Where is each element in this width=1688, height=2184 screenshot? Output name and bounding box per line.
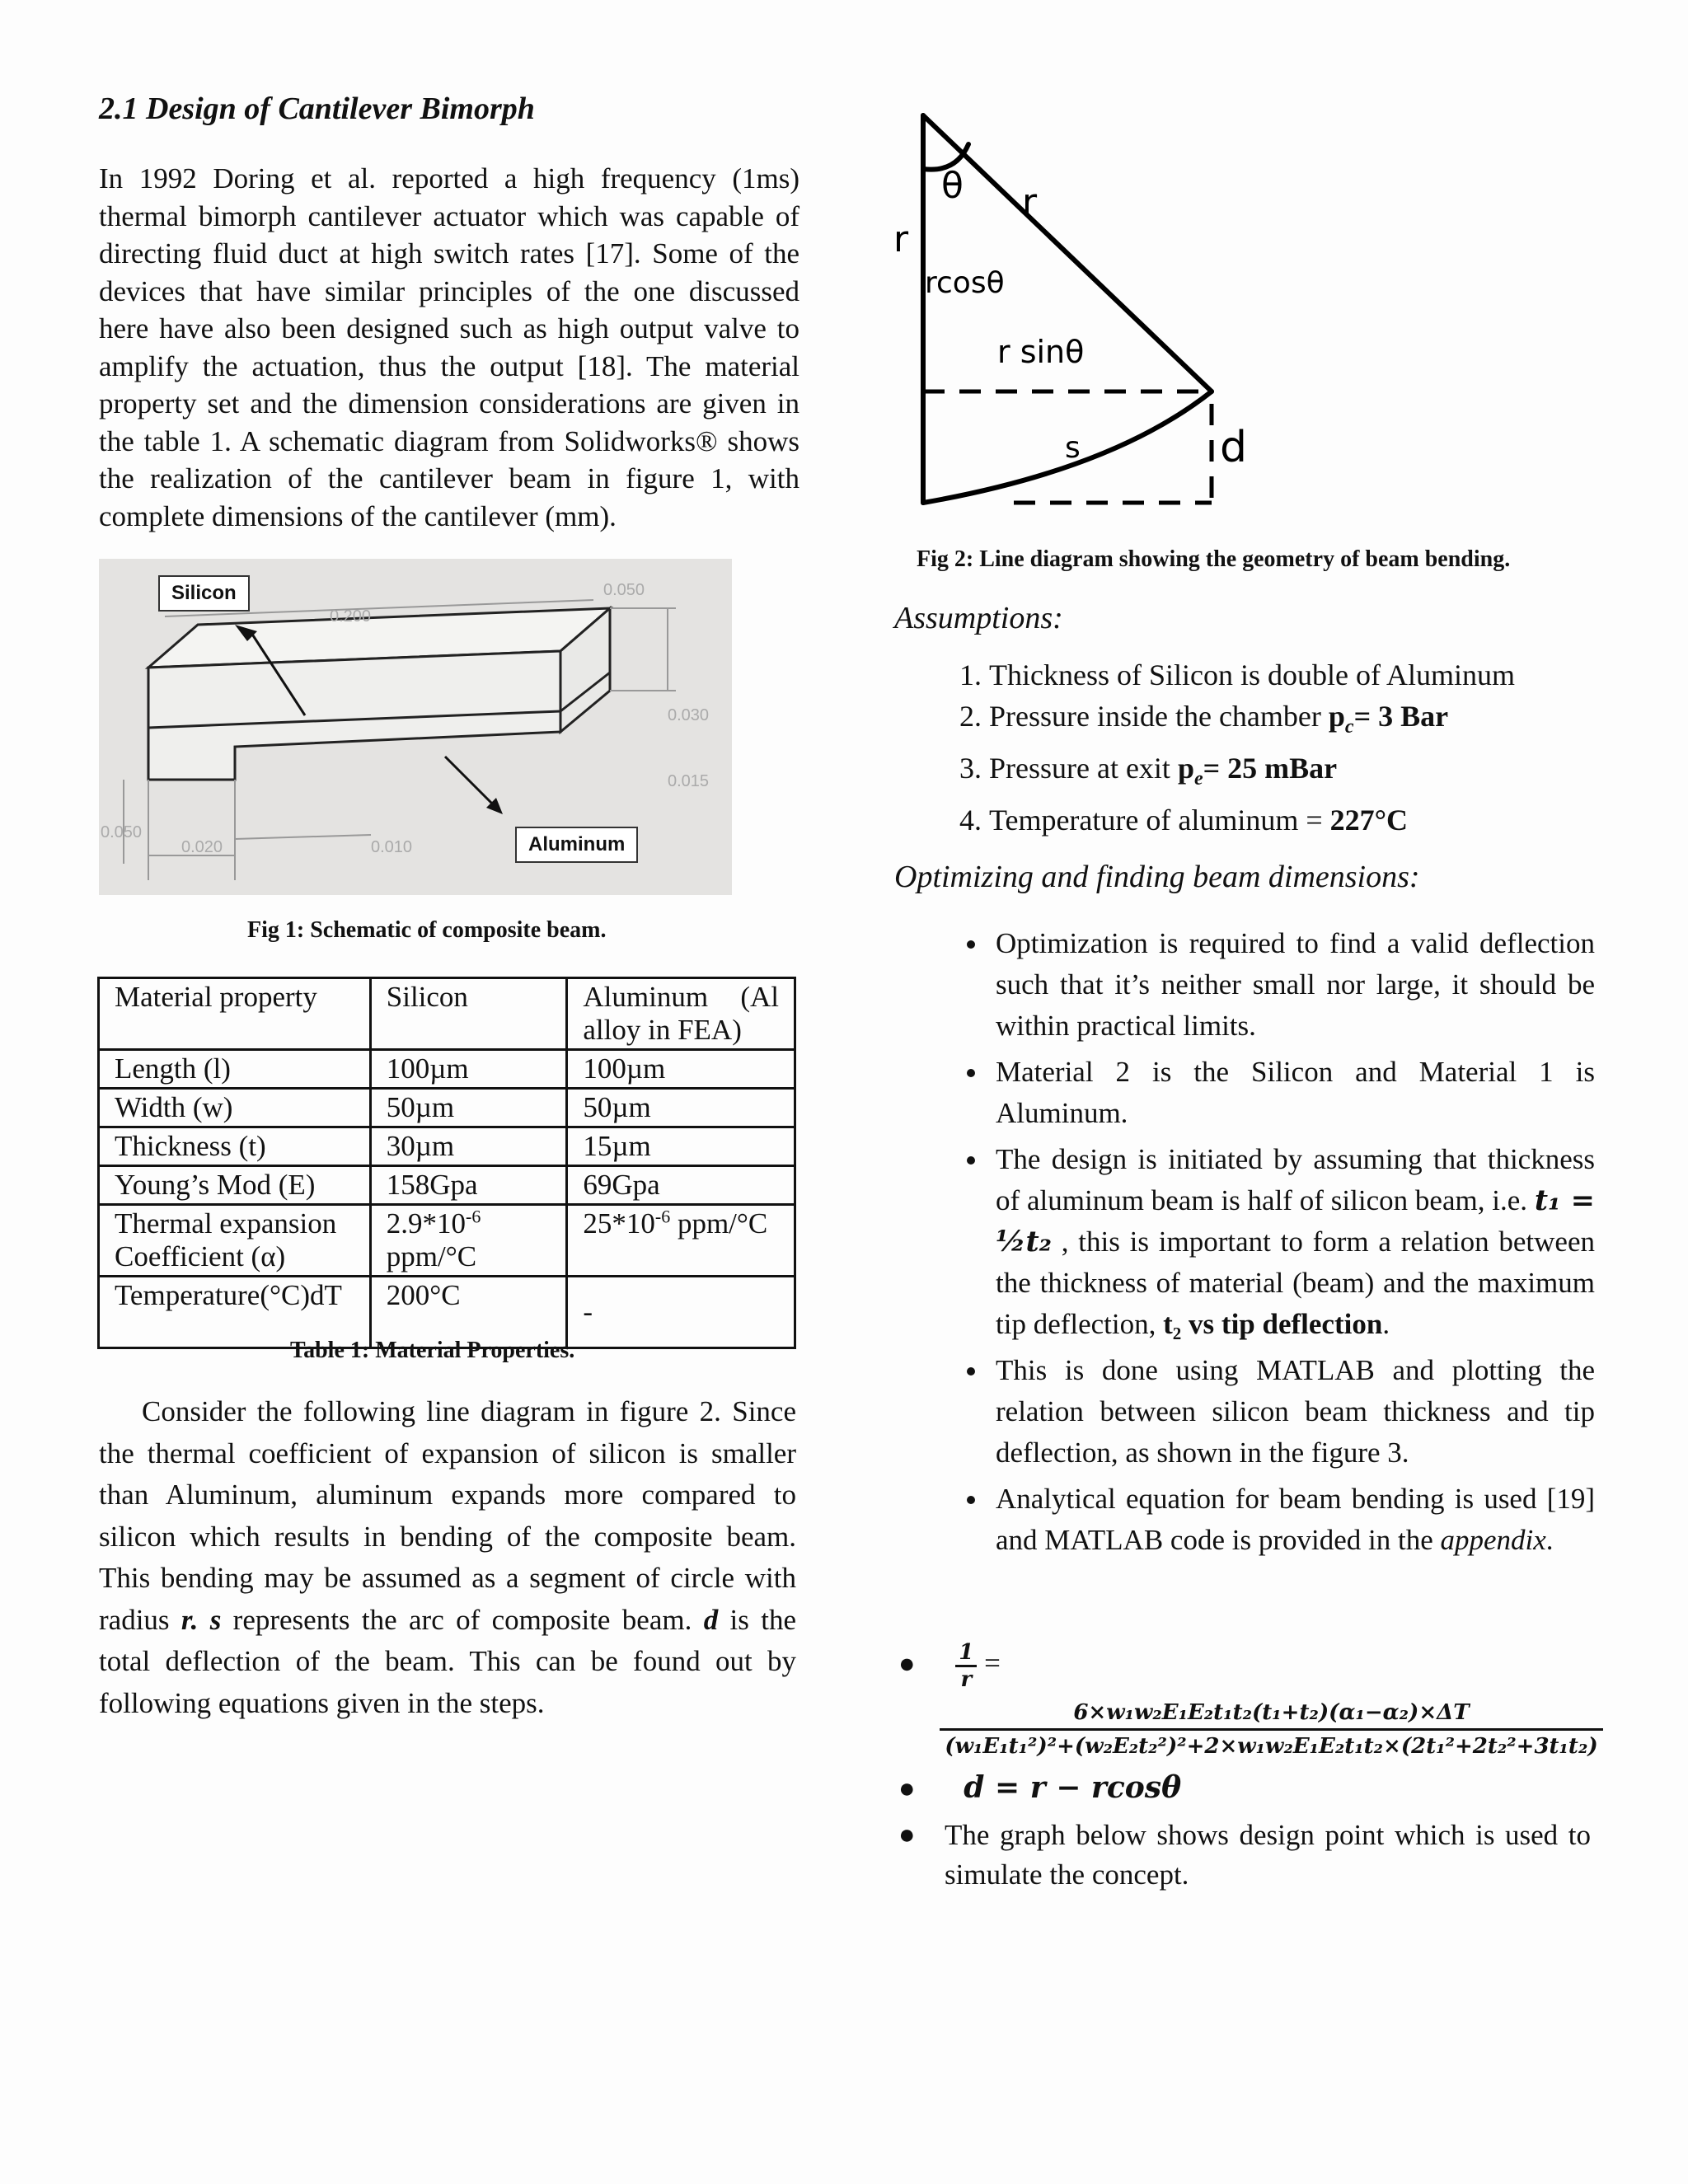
table-cell: 50µm bbox=[567, 1089, 795, 1127]
table-1-caption: Table 1: Material Properties. bbox=[290, 1338, 575, 1363]
table-row bbox=[99, 1089, 795, 1127]
fig2-d: d bbox=[1220, 423, 1248, 472]
exponent: -6 bbox=[654, 1206, 671, 1227]
consider-gap bbox=[198, 1604, 209, 1636]
table-cell: - bbox=[567, 1277, 795, 1348]
table-cell: 158Gpa bbox=[370, 1166, 567, 1205]
table-row bbox=[99, 1127, 795, 1166]
list-item: 1. Thickness of Silicon is double of Aluminum bbox=[989, 654, 1603, 696]
table-cell: Length (l) bbox=[99, 1050, 371, 1089]
table-cell: 30µm bbox=[370, 1127, 567, 1166]
dim-label-width: 0.050 bbox=[603, 581, 645, 599]
fig2-theta: θ bbox=[941, 165, 964, 207]
si-expansion-value: 2.9*10 bbox=[386, 1207, 466, 1240]
figure-1-caption: Fig 1: Schematic of composite beam. bbox=[247, 917, 607, 943]
equation-denominator: (w₁E₁t₁²)²+(w₂E₂t₂²)²+2×w₁w₂E₁E₂t₁t₂×(2t₁²+2t₂²+3t₁t₂) bbox=[945, 1734, 1598, 1759]
al-expansion-value: 25*10 bbox=[583, 1207, 655, 1240]
table-cell: Temperature(°C)dT bbox=[99, 1277, 371, 1348]
assumptions-list bbox=[894, 654, 1603, 841]
var-r: r. bbox=[181, 1603, 199, 1636]
fig2-rsin: r sinθ bbox=[997, 334, 1085, 370]
table-cell: 69Gpa bbox=[567, 1166, 795, 1205]
figure-2-caption: Fig 2: Line diagram showing the geometry of beam bending. bbox=[917, 546, 1511, 572]
table-cell: 50µm bbox=[370, 1089, 567, 1127]
consider-text-1: Consider the following line diagram in figure 2. Since the thermal coefficient of expansion of silicon is smaller than Aluminum, aluminum expands more compared to silicon which results in bending of the composite beam. This bending may be assumed as a segment of circle with radius bbox=[99, 1395, 796, 1636]
table-cell: 200°C bbox=[370, 1277, 567, 1348]
fig2-s: s bbox=[1065, 431, 1081, 465]
table-row bbox=[99, 1205, 795, 1277]
material-properties-table bbox=[97, 977, 796, 1349]
left-column bbox=[99, 91, 799, 535]
callout-aluminum: Aluminum bbox=[515, 827, 638, 863]
list-item: 3. Pressure at exit $p_e= 25$ mBar bbox=[989, 748, 1603, 799]
table-cell: 100µm bbox=[567, 1050, 795, 1089]
table-header-cell: Material property bbox=[99, 978, 371, 1050]
table-cell bbox=[370, 1205, 567, 1277]
list-item: 4. Temperature of aluminum = 227°C bbox=[989, 799, 1603, 841]
fig2-r-hypotenuse: r bbox=[1022, 181, 1038, 223]
list-item: • This is done using MATLAB and plotting the relation between silicon beam thickness and tip deflection, as shown in the figure 3. bbox=[989, 1350, 1595, 1474]
table-header-row bbox=[99, 978, 795, 1050]
list-item: • Analytical equation for beam bending is used [19] and MATLAB code is provided in the appendix. bbox=[989, 1479, 1595, 1561]
equation-numerator: 6×w₁w₂E₁E₂t₁t₂(t₁+t₂)(α₁−α₂)×ΔT bbox=[940, 1700, 1603, 1731]
table-cell: Thickness (t) bbox=[99, 1127, 371, 1166]
table-cell: Young’s Mod (E) bbox=[99, 1166, 371, 1205]
optimizing-title: Optimizing and finding beam dimensions: bbox=[894, 860, 1420, 895]
list-item: • Material 2 is the Silicon and Material 1 is Aluminum. bbox=[989, 1052, 1595, 1134]
intro-paragraph: In 1992 Doring et al. reported a high frequency (1ms) thermal bimorph cantilever actuator which was capable of directing fluid duct at high switch rates [17]. Some of the devices that have similar principles of the one discussed here have also been designed such as high output valve to amplify the actuation, thus the output [18]. The material property set and the dimension considerations are given in the table 1. A schematic diagram from Solidworks® shows the realization of the cantilever beam in figure 1, with complete dimensions of the cantilever (mm). bbox=[99, 162, 799, 532]
dim-label-total-thickness: 0.030 bbox=[668, 706, 710, 724]
var-s: s bbox=[209, 1603, 222, 1636]
si-expansion-unit: ppm/°C bbox=[386, 1240, 477, 1272]
figure-2-line-diagram bbox=[890, 99, 1253, 527]
dim-label-step-offset: 0.010 bbox=[371, 838, 413, 856]
dim-label-al-thickness: 0.015 bbox=[668, 772, 710, 790]
equation-curvature-fraction bbox=[940, 1700, 1603, 1759]
table-cell: Thermal expansion Coefficient (α) bbox=[99, 1205, 371, 1277]
table-cell: 100µm bbox=[370, 1050, 567, 1089]
table-cell bbox=[567, 1205, 795, 1277]
equation-deflection: ● d = r − rcosθ bbox=[898, 1770, 1182, 1805]
dim-label-step-length: 0.020 bbox=[181, 838, 223, 856]
fig2-rcos: rcosθ bbox=[925, 266, 1005, 300]
assumptions-title: Assumptions: bbox=[894, 601, 1063, 635]
optimizing-list bbox=[894, 923, 1595, 1561]
dim-label-step-height: 0.050 bbox=[101, 823, 143, 841]
table-cell: 15µm bbox=[567, 1127, 795, 1166]
equation-curvature-lhs: ● $\frac{1}{r}$ = bbox=[898, 1640, 1001, 1692]
var-d: d bbox=[703, 1603, 719, 1636]
graph-note: ● The graph below shows design point which is used to simulate the concept. bbox=[898, 1819, 1591, 1891]
callout-silicon: Silicon bbox=[158, 575, 250, 612]
exponent: -6 bbox=[466, 1206, 481, 1227]
consider-text-2: represents the arc of composite beam. bbox=[221, 1603, 704, 1636]
table-row bbox=[99, 1050, 795, 1089]
table-header-cell: Aluminum (Al alloy in FEA) bbox=[567, 978, 795, 1050]
dim-label-length: 0.200 bbox=[330, 607, 372, 626]
al-expansion-unit: ppm/°C bbox=[670, 1207, 768, 1240]
table-header-cell: Silicon bbox=[370, 978, 567, 1050]
table-cell: Width (w) bbox=[99, 1089, 371, 1127]
section-title: 2.1 Design of Cantilever Bimorph bbox=[99, 91, 535, 126]
list-item: • The design is initiated by assuming that thickness of aluminum beam is half of silicon beam, i.e. t₁ = ½t₂ , this is important to form a relation between the thickness of material (beam) and the maximum tip deflection, t₂ vs tip deflection. bbox=[989, 1139, 1595, 1345]
table-row bbox=[99, 1166, 795, 1205]
list-item: • Optimization is required to find a valid deflection such that it’s neither small nor large, it should be within practical limits. bbox=[989, 923, 1595, 1047]
list-item: 2. Pressure inside the chamber $p_c= 3$ Bar bbox=[989, 696, 1603, 748]
consider-text-3: is the total deflection of the beam. This can be found out by following equations given in the steps. bbox=[99, 1603, 797, 1719]
assumptions-section bbox=[894, 600, 1603, 1566]
fig2-r-left: r bbox=[893, 218, 909, 260]
figure-1-schematic bbox=[99, 559, 732, 895]
consider-paragraph bbox=[99, 1391, 796, 1724]
